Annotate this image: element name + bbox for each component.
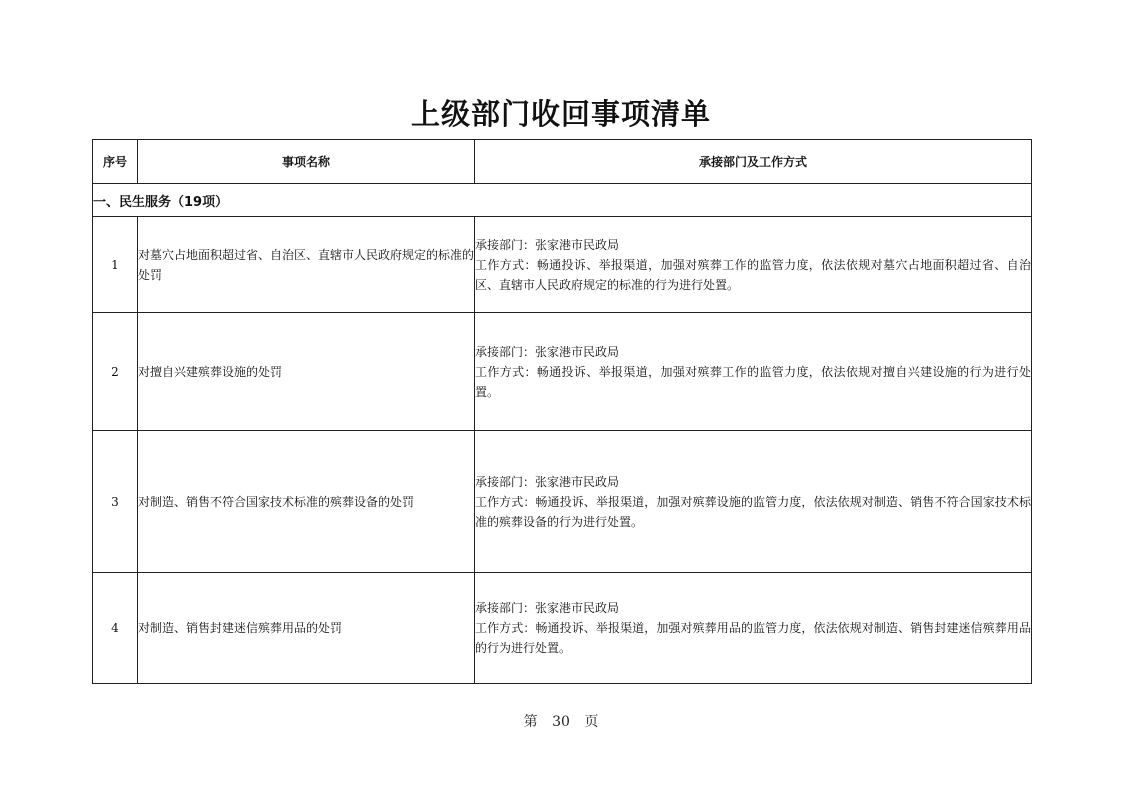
row-seq: 3 [93,431,138,573]
row-item-name: 对制造、销售封建迷信殡葬用品的处罚 [138,573,475,684]
row-method: 工作方式：畅通投诉、举报渠道，加强对殡葬用品的监管力度，依法依规对制造、销售封建迷信殡葬用品的行为进行处置。 [475,621,1031,655]
header-seq: 序号 [93,140,138,184]
header-method: 承接部门及工作方式 [475,140,1032,184]
row-dept: 承接部门：张家港市民政局 [475,237,620,252]
table-row [93,431,1032,573]
row-dept-method [475,217,1032,313]
table-row [93,573,1032,684]
row-seq: 2 [93,313,138,431]
row-seq: 1 [93,217,138,313]
section-row [93,184,1032,217]
row-method: 工作方式：畅通投诉、举报渠道，加强对殡葬设施的监管力度，依法依规对制造、销售不符合国家技术标准的殡葬设备的行为进行处置。 [475,494,1031,529]
page-title: 上级部门收回事项清单 [410,97,711,131]
row-dept: 承接部门：张家港市民政局 [475,474,620,489]
page-number [0,711,1122,731]
row-method: 工作方式：畅通投诉、举报渠道，加强对殡葬工作的监管力度，依法依规对墓穴占地面积超过省、自治区、直辖市人民政府规定的标准的行为进行处置。 [475,257,1031,292]
row-dept: 承接部门：张家港市民政局 [475,344,620,359]
row-dept-method [475,573,1032,684]
page-suffix: 页 [584,714,599,730]
row-item-name: 对墓穴占地面积超过省、自治区、直辖市人民政府规定的标准的处罚 [138,217,475,313]
row-seq: 4 [93,573,138,684]
table-row [93,217,1032,313]
row-item-name: 对擅自兴建殡葬设施的处罚 [138,313,475,431]
table-row [93,313,1032,431]
row-dept-method [475,431,1032,573]
row-item-name: 对制造、销售不符合国家技术标准的殡葬设备的处罚 [138,431,475,573]
page-value: 30 [552,714,570,730]
row-method: 工作方式：畅通投诉、举报渠道，加强对殡葬工作的监管力度，依法依规对擅自兴建设施的行为进行处置。 [475,364,1031,399]
section-title: 一、民生服务（19项） [93,184,1032,217]
row-dept: 承接部门：张家港市民政局 [475,601,620,615]
header-name: 事项名称 [138,140,475,184]
table-header-row [93,140,1032,184]
items-table [92,139,1032,684]
row-dept-method [475,313,1032,431]
page-prefix: 第 [523,714,538,730]
